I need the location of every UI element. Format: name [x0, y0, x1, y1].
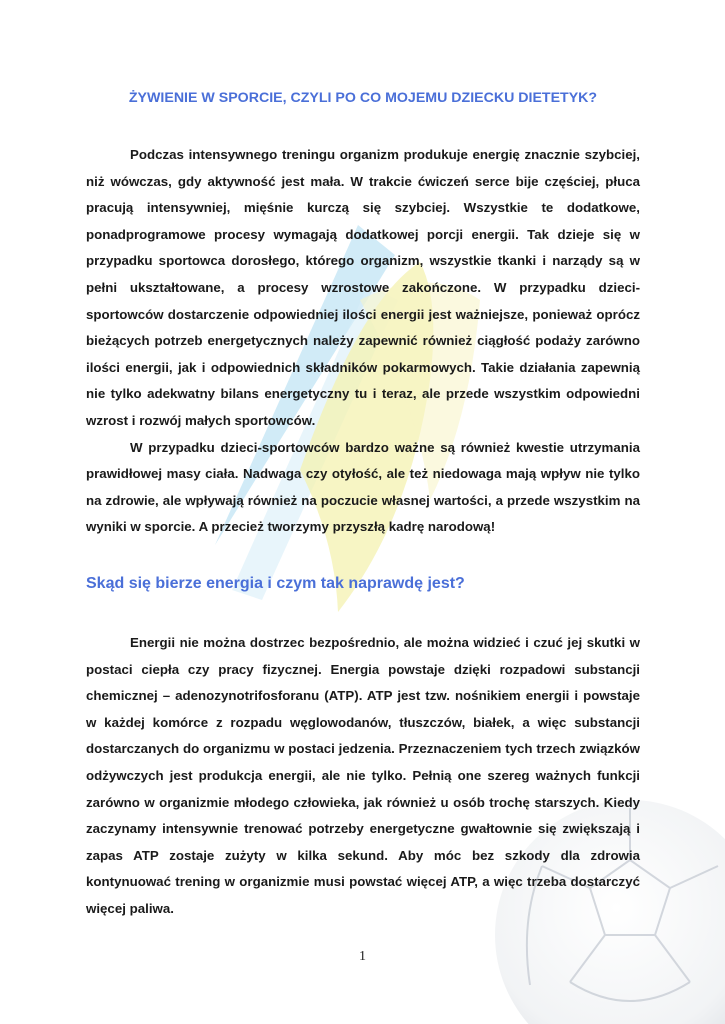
section-text — [86, 630, 640, 923]
section-heading: Skąd się bierze energia i czym tak naprawdę jest? — [86, 575, 465, 592]
intro-text — [86, 142, 640, 541]
document-title: ŻYWIENIE W SPORCIE, CZYLI PO CO MOJEMU DZIECKU DIETETYK? — [128, 90, 598, 106]
paragraph: Energii nie można dostrzec bezpośrednio, ale można widzieć i czuć jej skutki w postaci ciepła czy pracy fizycznej. Energia powstaje dzięki rozpadowi substancji chemicznej – adenozynotrifosforanu (ATP). ATP jest tzw. nośnikiem energii i powstaje w każdej komórce z rozpadu węglowodanów, tłuszczów, białek, a więc substancji dostarczanych do organizmu w postaci jedzenia. Przeznaczeniem tych trzech związków odżywczych jest produkcja energii, ale nie tylko. Pełnią one szereg ważnych funkcji zarówno w organizmie młodego człowieka, jak również u osób trochę starszych. Kiedy zaczynamy intensywnie trenować potrzeby energetyczne gwałtownie się zwiększają i zapas ATP zostaje zużyty w kilka sekund. Aby móc bez szkody dla zdrowia kontynuować trening w organizmie musi powstać więcej ATP, a więc trzeba dostarczyć więcej paliwa. — [86, 635, 640, 916]
paragraph: Podczas intensywnego treningu organizm produkuje energię znacznie szybciej, niż wówczas, gdy aktywność jest mała. W trakcie ćwiczeń serce bije częściej, płuca pracują intensywniej, mięśnie kurczą się szybciej. Wszystkie te dodatkowe, ponadprogramowe procesy wymagają dodatkowej porcji energii. Tak dzieje się w przypadku sportowca dorosłego, którego organizm, wszystkie tkanki i narządy są w pełni ukształtowane, a procesy wzrostowe zakończone. W przypadku dzieci-sportowców dostarczenie odpowiedniej ilości energii jest ważniejsze, ponieważ oprócz bieżących potrzeb energetycznych należy zapewnić również ciągłość podaży zarówno ilości energii, jak i odpowiednich składników pokarmowych. Takie działania zapewnią nie tylko adekwatny bilans energetyczny tu i teraz, ale przede wszystkim odpowiedni wzrost i rozwój małych sportowców. — [86, 147, 640, 428]
paragraph: W przypadku dzieci-sportowców bardzo ważne są również kwestie utrzymania prawidłowej masy ciała. Nadwaga czy otyłość, ale też niedowaga mają wpływ nie tylko na zdrowie, ale wpływają również na poczucie własnej wartości, a przede wszystkim na wyniki w sporcie. A przecież tworzymy przyszłą kadrę narodową! — [86, 439, 640, 535]
page-number: 1 — [359, 949, 366, 964]
